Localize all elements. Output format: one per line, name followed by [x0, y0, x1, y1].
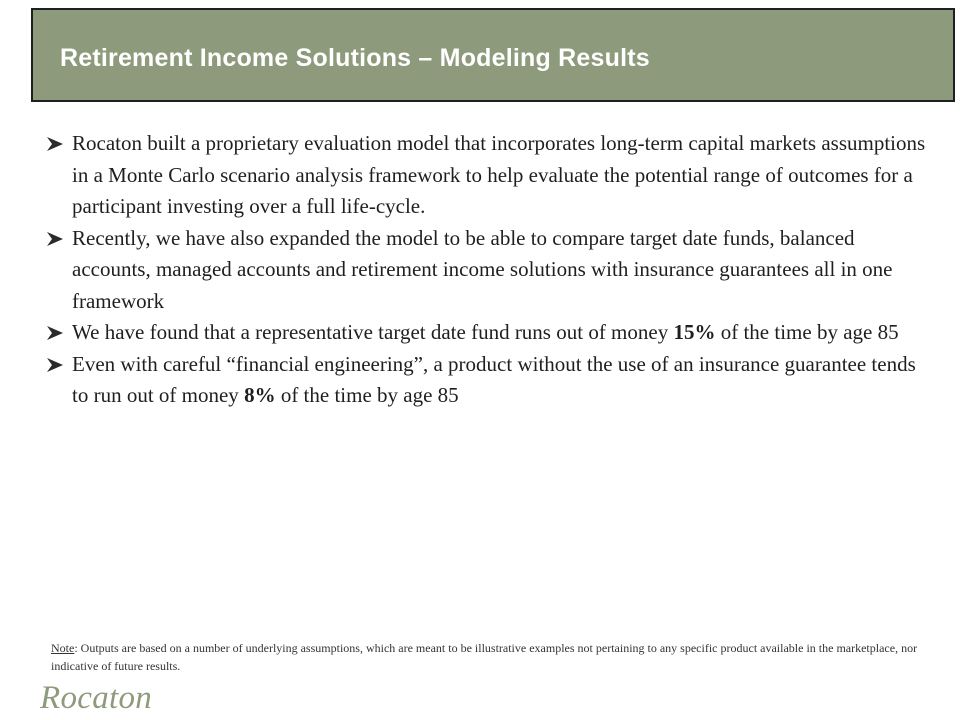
- bullet-text: of the time by age 85: [275, 383, 459, 407]
- slide-title: Retirement Income Solutions – Modeling Results: [60, 44, 650, 72]
- bullet-text: of the time by age 85: [715, 320, 899, 344]
- bullet-item: [46, 223, 926, 318]
- rocaton-logo: Rocaton: [40, 680, 153, 716]
- bullet-text: Even with careful “financial engineering”, a product without the use of an insurance guarantee tends to run out of money: [72, 351, 916, 407]
- bullet-item: [46, 128, 926, 223]
- bullet-list: [46, 128, 926, 412]
- footnote: [51, 639, 931, 675]
- highlight-percentage: 15%: [673, 320, 716, 344]
- highlight-percentage: 8%: [244, 383, 276, 407]
- bullet-item: [46, 317, 926, 349]
- bullet-text: We have found that a representative target date fund runs out of money: [72, 320, 674, 344]
- arrowhead-bullet-icon: [46, 326, 63, 340]
- arrowhead-bullet-icon: [46, 358, 63, 372]
- bullet-text: Recently, we have also expanded the model to be able to compare target date funds, balanced accounts, managed accounts and retirement income solutions with insurance guarantees all in one framework: [72, 225, 893, 313]
- arrowhead-bullet-icon: [46, 137, 63, 151]
- note-text: : Outputs are based on a number of underlying assumptions, which are meant to be illustrative examples not pertaining to any specific product available in the marketplace, nor indicative of future results.: [51, 641, 918, 673]
- title-banner: [31, 8, 955, 102]
- bullet-text: Rocaton built a proprietary evaluation model that incorporates long-term capital markets assumptions in a Monte Carlo scenario analysis framework to help evaluate the potential range of outcomes for a participant investing over a full life-cycle.: [72, 131, 926, 218]
- note-label: Note: [51, 641, 75, 655]
- bullet-item: [46, 349, 926, 412]
- arrowhead-bullet-icon: [46, 232, 63, 246]
